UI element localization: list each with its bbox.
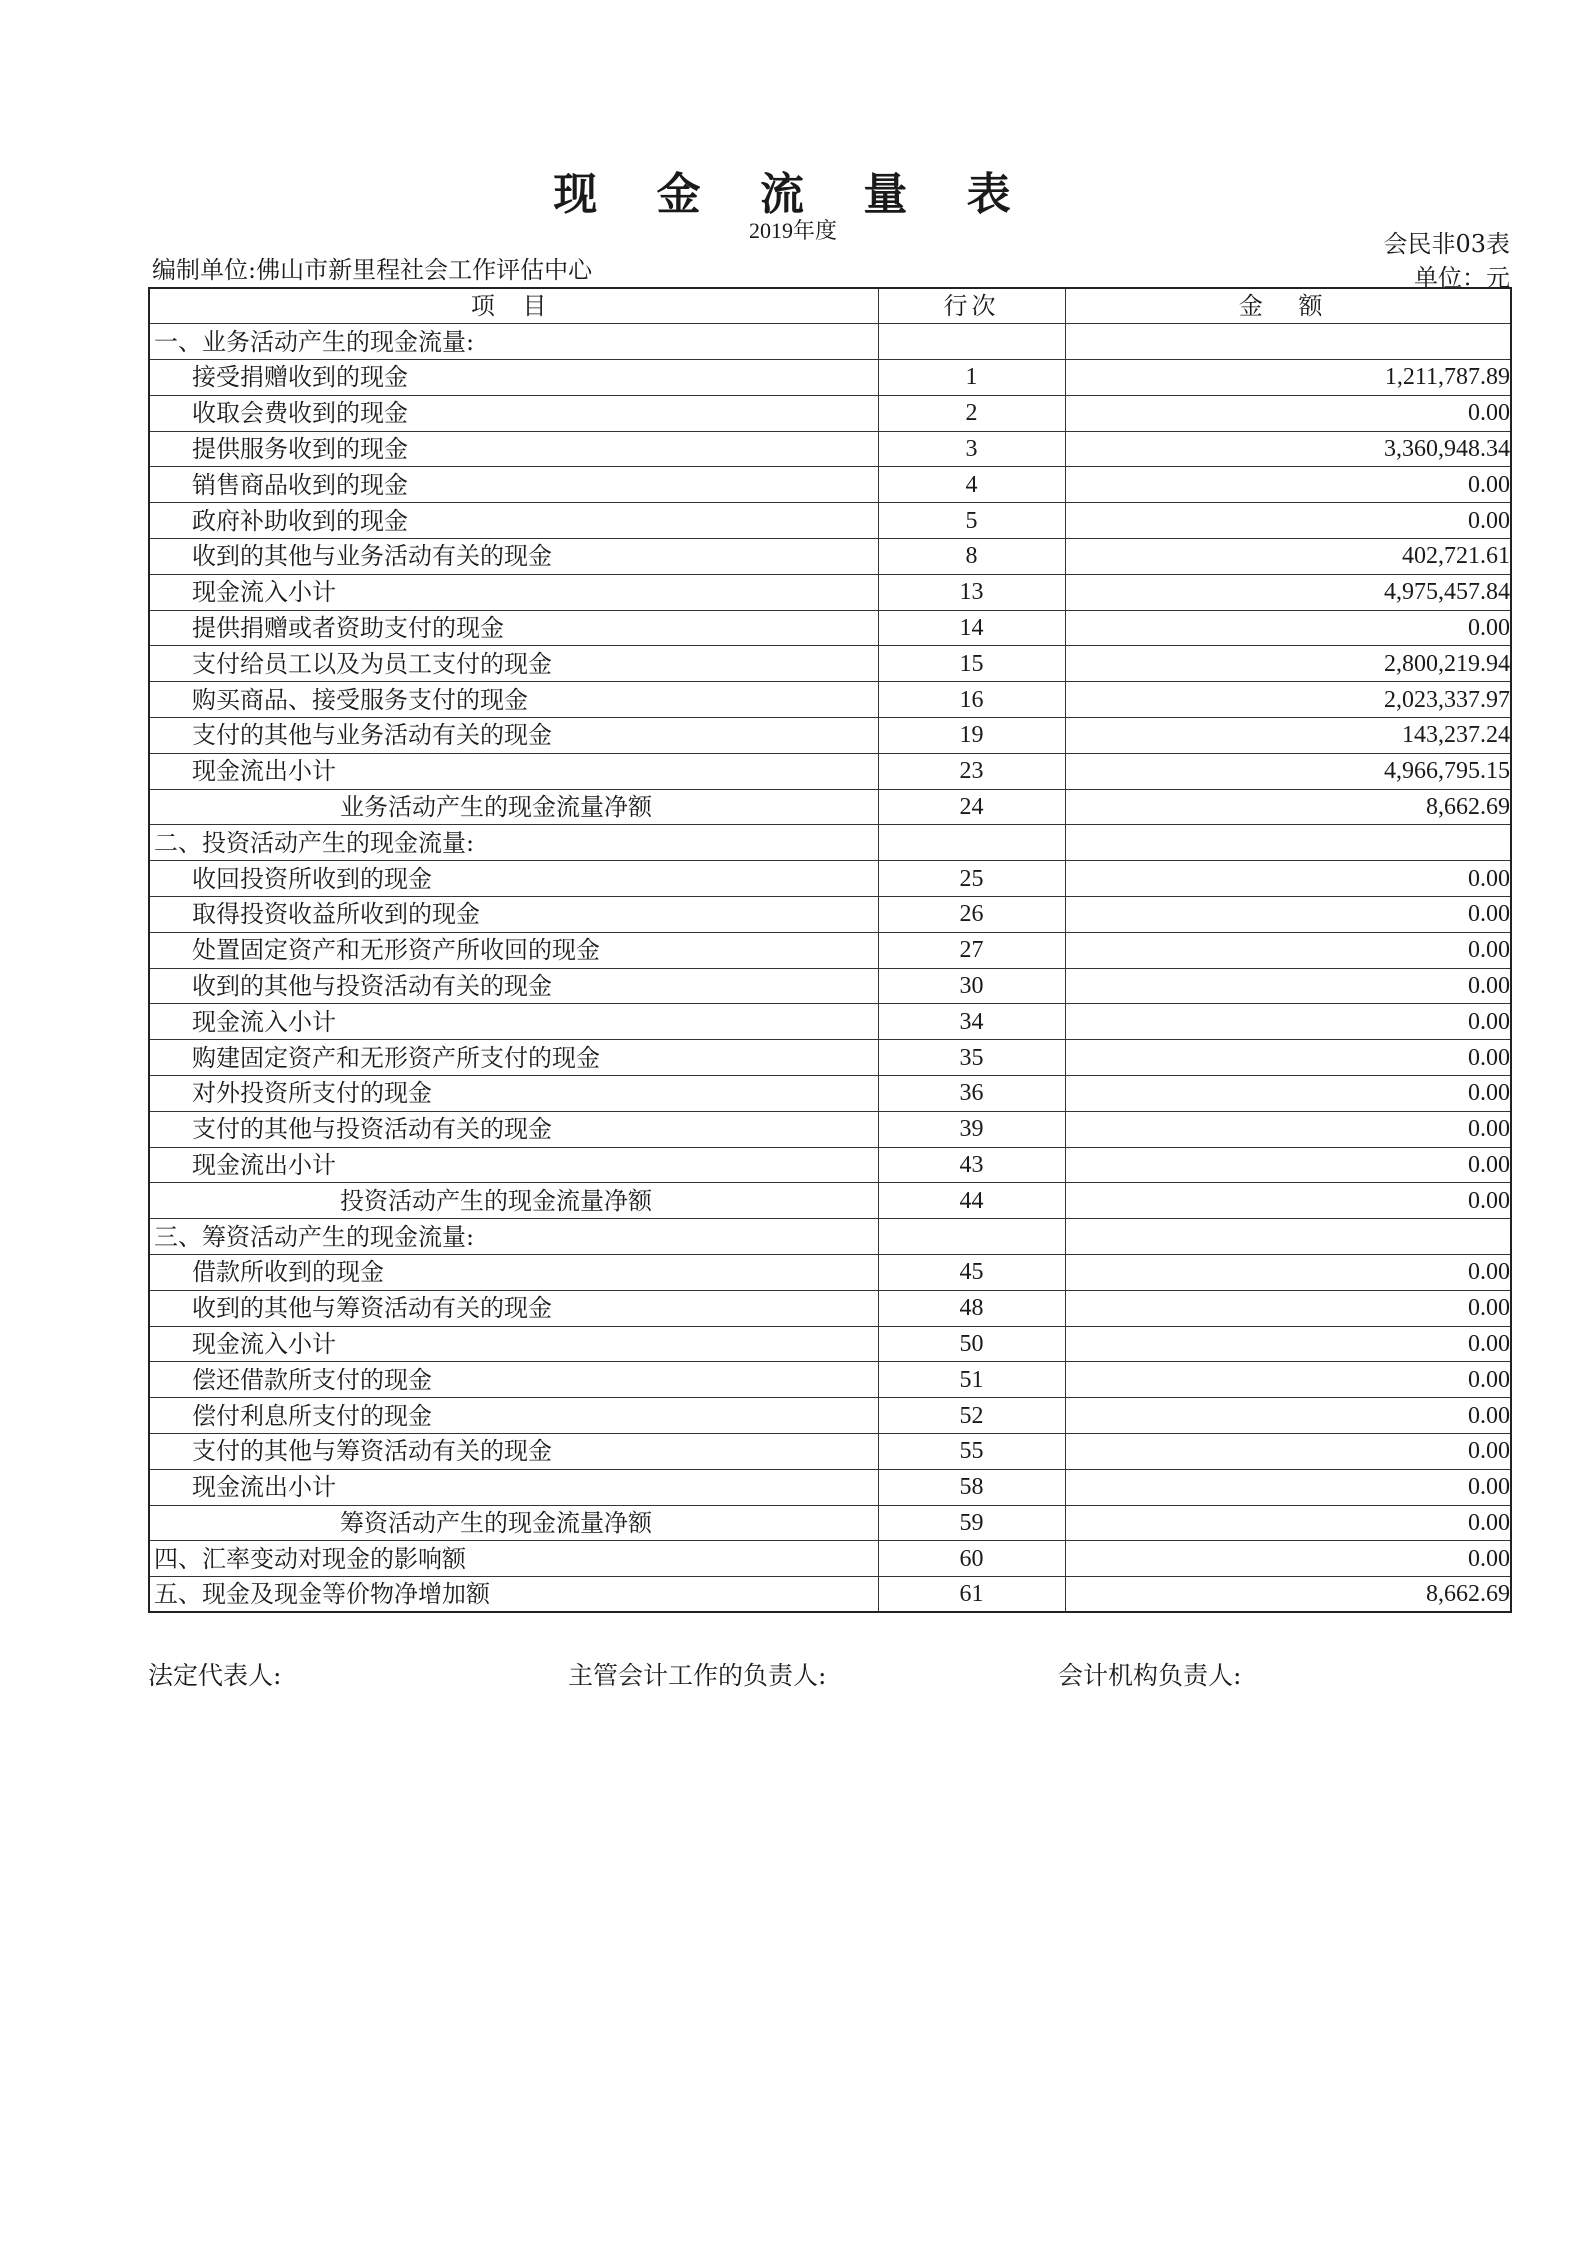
row-line-number: 5	[878, 503, 1065, 539]
row-amount: 2,800,219.94	[1065, 646, 1511, 682]
row-item-label: 销售商品收到的现金	[149, 467, 878, 503]
table-row	[149, 1290, 1511, 1326]
row-item-label: 处置固定资产和无形资产所收回的现金	[149, 932, 878, 968]
row-item-label: 支付的其他与业务活动有关的现金	[149, 718, 878, 754]
cash-flow-table	[148, 287, 1512, 1613]
header-line-no: 行次	[878, 288, 1065, 324]
row-line-number: 59	[878, 1505, 1065, 1541]
row-line-number: 8	[878, 539, 1065, 575]
table-row	[149, 646, 1511, 682]
row-amount: 0.00	[1065, 1076, 1511, 1112]
row-item-label: 现金流入小计	[149, 1004, 878, 1040]
row-line-number: 51	[878, 1362, 1065, 1398]
row-item-label: 二、投资活动产生的现金流量:	[149, 825, 878, 861]
table-row	[149, 1362, 1511, 1398]
table-row	[149, 1469, 1511, 1505]
table-row	[149, 825, 1511, 861]
row-amount: 0.00	[1065, 1290, 1511, 1326]
table-row	[149, 1147, 1511, 1183]
row-line-number: 52	[878, 1398, 1065, 1434]
table-row	[149, 968, 1511, 1004]
header-amount: 金 额	[1065, 288, 1511, 324]
table-row	[149, 395, 1511, 431]
row-item-label: 筹资活动产生的现金流量净额	[149, 1505, 878, 1541]
table-row	[149, 753, 1511, 789]
row-line-number: 55	[878, 1434, 1065, 1470]
organization-label: 编制单位:佛山市新里程社会工作评估中心	[152, 256, 593, 284]
row-amount: 0.00	[1065, 1326, 1511, 1362]
row-line-number: 16	[878, 682, 1065, 718]
header-item: 项 目	[149, 288, 878, 324]
row-line-number: 13	[878, 574, 1065, 610]
table-row	[149, 1541, 1511, 1577]
row-line-number: 44	[878, 1183, 1065, 1219]
row-item-label: 偿还借款所支付的现金	[149, 1362, 878, 1398]
row-line-number: 26	[878, 897, 1065, 933]
table-row	[149, 1004, 1511, 1040]
row-line-number: 45	[878, 1255, 1065, 1291]
row-amount: 0.00	[1065, 1147, 1511, 1183]
row-amount: 1,211,787.89	[1065, 360, 1511, 396]
row-amount: 2,023,337.97	[1065, 682, 1511, 718]
table-row	[149, 574, 1511, 610]
row-amount: 143,237.24	[1065, 718, 1511, 754]
row-item-label: 接受捐赠收到的现金	[149, 360, 878, 396]
table-row	[149, 1505, 1511, 1541]
row-amount: 0.00	[1065, 395, 1511, 431]
row-line-number: 48	[878, 1290, 1065, 1326]
row-item-label: 政府补助收到的现金	[149, 503, 878, 539]
row-item-label: 收到的其他与筹资活动有关的现金	[149, 1290, 878, 1326]
row-line-number: 61	[878, 1577, 1065, 1613]
row-amount: 0.00	[1065, 1183, 1511, 1219]
table-header-row	[149, 288, 1511, 324]
table-row	[149, 324, 1511, 360]
row-line-number: 2	[878, 395, 1065, 431]
row-item-label: 现金流入小计	[149, 1326, 878, 1362]
row-item-label: 现金流入小计	[149, 574, 878, 610]
row-item-label: 收取会费收到的现金	[149, 395, 878, 431]
row-line-number: 39	[878, 1111, 1065, 1147]
row-item-label: 购买商品、接受服务支付的现金	[149, 682, 878, 718]
table-row	[149, 932, 1511, 968]
row-line-number: 36	[878, 1076, 1065, 1112]
row-amount: 4,975,457.84	[1065, 574, 1511, 610]
row-amount: 0.00	[1065, 1255, 1511, 1291]
row-line-number: 43	[878, 1147, 1065, 1183]
table-row	[149, 1183, 1511, 1219]
row-line-number: 23	[878, 753, 1065, 789]
table-row	[149, 467, 1511, 503]
row-line-number: 19	[878, 718, 1065, 754]
row-line-number: 4	[878, 467, 1065, 503]
row-line-number: 24	[878, 789, 1065, 825]
row-item-label: 一、业务活动产生的现金流量:	[149, 324, 878, 360]
row-amount: 8,662.69	[1065, 789, 1511, 825]
table-row	[149, 1434, 1511, 1470]
row-line-number	[878, 1219, 1065, 1255]
table-row	[149, 1577, 1511, 1613]
row-item-label: 提供服务收到的现金	[149, 431, 878, 467]
accounting-org-head-label: 会计机构负责人:	[1058, 1661, 1242, 1690]
row-amount: 402,721.61	[1065, 539, 1511, 575]
table-row	[149, 360, 1511, 396]
row-amount: 0.00	[1065, 897, 1511, 933]
table-row	[149, 789, 1511, 825]
row-item-label: 投资活动产生的现金流量净额	[149, 1183, 878, 1219]
row-line-number: 1	[878, 360, 1065, 396]
row-amount: 0.00	[1065, 1541, 1511, 1577]
row-amount: 0.00	[1065, 968, 1511, 1004]
table-row	[149, 503, 1511, 539]
table-row	[149, 1219, 1511, 1255]
row-amount	[1065, 1219, 1511, 1255]
table-row	[149, 1040, 1511, 1076]
row-item-label: 现金流出小计	[149, 753, 878, 789]
row-item-label: 现金流出小计	[149, 1147, 878, 1183]
legal-representative-label: 法定代表人:	[148, 1661, 282, 1690]
row-amount: 0.00	[1065, 1040, 1511, 1076]
row-item-label: 收回投资所收到的现金	[149, 861, 878, 897]
row-item-label: 偿付利息所支付的现金	[149, 1398, 878, 1434]
row-line-number: 27	[878, 932, 1065, 968]
table-row	[149, 431, 1511, 467]
table-row	[149, 897, 1511, 933]
form-code: 会民非03表	[1383, 230, 1510, 258]
table-row	[149, 1076, 1511, 1112]
row-item-label: 购建固定资产和无形资产所支付的现金	[149, 1040, 878, 1076]
row-item-label: 借款所收到的现金	[149, 1255, 878, 1291]
row-line-number: 30	[878, 968, 1065, 1004]
row-item-label: 支付的其他与筹资活动有关的现金	[149, 1434, 878, 1470]
row-amount: 0.00	[1065, 932, 1511, 968]
row-amount: 0.00	[1065, 1469, 1511, 1505]
table-row	[149, 1398, 1511, 1434]
table-row	[149, 682, 1511, 718]
row-amount: 0.00	[1065, 467, 1511, 503]
table-row	[149, 1326, 1511, 1362]
row-line-number: 35	[878, 1040, 1065, 1076]
row-line-number: 50	[878, 1326, 1065, 1362]
table-row	[149, 718, 1511, 754]
currency-unit: 单位：元	[1414, 264, 1510, 292]
row-item-label: 提供捐赠或者资助支付的现金	[149, 610, 878, 646]
row-line-number: 58	[878, 1469, 1065, 1505]
row-line-number: 34	[878, 1004, 1065, 1040]
report-title: 现 金 流 量 表	[553, 169, 1033, 220]
row-amount: 0.00	[1065, 610, 1511, 646]
row-item-label: 收到的其他与业务活动有关的现金	[149, 539, 878, 575]
row-line-number: 3	[878, 431, 1065, 467]
row-item-label: 取得投资收益所收到的现金	[149, 897, 878, 933]
row-line-number: 14	[878, 610, 1065, 646]
accounting-head-label: 主管会计工作的负责人:	[568, 1661, 827, 1690]
row-item-label: 支付给员工以及为员工支付的现金	[149, 646, 878, 682]
row-amount	[1065, 324, 1511, 360]
row-item-label: 三、筹资活动产生的现金流量:	[149, 1219, 878, 1255]
row-line-number: 60	[878, 1541, 1065, 1577]
row-amount: 0.00	[1065, 1505, 1511, 1541]
row-item-label: 对外投资所支付的现金	[149, 1076, 878, 1112]
table-row	[149, 861, 1511, 897]
row-line-number	[878, 324, 1065, 360]
table-row	[149, 610, 1511, 646]
table-body	[149, 324, 1511, 1613]
table-row	[149, 539, 1511, 575]
row-amount	[1065, 825, 1511, 861]
report-year: 2019年度	[748, 218, 837, 243]
row-amount: 8,662.69	[1065, 1577, 1511, 1613]
row-line-number: 25	[878, 861, 1065, 897]
row-amount: 4,966,795.15	[1065, 753, 1511, 789]
row-amount: 0.00	[1065, 1362, 1511, 1398]
row-amount: 0.00	[1065, 503, 1511, 539]
row-line-number: 15	[878, 646, 1065, 682]
row-amount: 0.00	[1065, 861, 1511, 897]
row-amount: 3,360,948.34	[1065, 431, 1511, 467]
row-item-label: 五、现金及现金等价物净增加额	[149, 1577, 878, 1613]
row-item-label: 现金流出小计	[149, 1469, 878, 1505]
row-line-number	[878, 825, 1065, 861]
row-item-label: 支付的其他与投资活动有关的现金	[149, 1111, 878, 1147]
row-amount: 0.00	[1065, 1111, 1511, 1147]
row-item-label: 业务活动产生的现金流量净额	[149, 789, 878, 825]
row-amount: 0.00	[1065, 1398, 1511, 1434]
table-row	[149, 1111, 1511, 1147]
row-amount: 0.00	[1065, 1004, 1511, 1040]
row-amount: 0.00	[1065, 1434, 1511, 1470]
table-row	[149, 1255, 1511, 1291]
row-item-label: 收到的其他与投资活动有关的现金	[149, 968, 878, 1004]
row-item-label: 四、汇率变动对现金的影响额	[149, 1541, 878, 1577]
